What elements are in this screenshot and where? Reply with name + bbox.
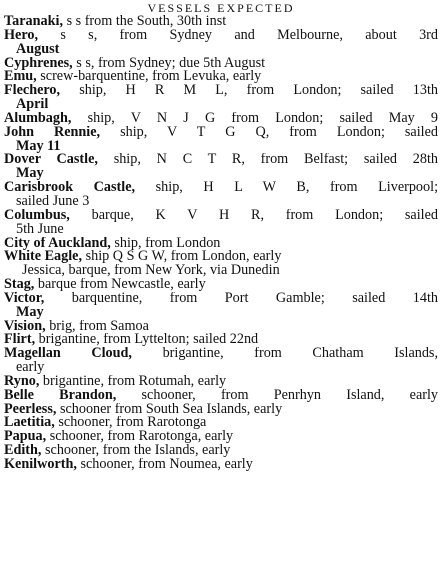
vessel-details: s s, from Sydney and Melbourne, about 3rd <box>38 28 438 43</box>
vessel-name: Flirt, <box>4 333 36 348</box>
vessel-details: ship, H R M L, from London; sailed 13th <box>60 84 438 99</box>
vessel-name: Flechero, <box>4 84 61 99</box>
vessel-entry-line <box>4 292 438 306</box>
vessel-details: schooner from South Sea Islands, early <box>56 402 283 417</box>
vessel-entry-line <box>4 389 438 403</box>
vessel-entry-line <box>4 458 438 472</box>
vessel-details: schooner, from Noumea, early <box>76 458 253 472</box>
vessel-details: s s from the South, 30th inst <box>63 15 227 29</box>
vessel-name: Hero, <box>4 28 39 43</box>
vessel-entry-line <box>4 209 438 223</box>
vessel-details: May <box>16 305 44 320</box>
vessel-entry-line <box>4 306 438 320</box>
vessel-entry-line <box>4 112 438 126</box>
vessel-details: April <box>16 98 49 112</box>
vessel-name: Alumbagh, <box>4 111 72 126</box>
vessel-details: screw-barquentine, from Levuka, early <box>36 70 262 85</box>
vessel-entry-line <box>4 250 438 264</box>
vessel-entry-line <box>4 126 438 140</box>
vessel-details: 5th June <box>16 222 64 237</box>
vessel-name: John Rennie, <box>4 125 101 140</box>
vessel-details: Jessica, barque, from New York, via Dunedin <box>22 264 280 279</box>
vessel-name: Victor, <box>4 291 45 306</box>
vessel-entry-line <box>4 320 438 334</box>
vessel-entry-line <box>4 98 438 112</box>
vessel-entry-line <box>4 223 438 237</box>
vessel-details: May <box>16 167 44 182</box>
vessel-name: Edith, <box>4 444 42 458</box>
vessel-details: ship, V N J G from London; sailed May 9 <box>71 111 438 126</box>
vessel-details: brig, from Samoa <box>45 319 149 334</box>
vessel-name: Laetitia, <box>4 416 55 431</box>
vessel-entry-line <box>4 361 438 375</box>
vessel-details: barque from Newcastle, early <box>34 278 206 292</box>
vessel-entry-line <box>4 57 438 71</box>
vessel-entry-line <box>4 416 438 430</box>
vessel-entry-line <box>4 29 438 43</box>
vessel-details: barque, K V H R, from London; sailed <box>69 208 438 223</box>
vessel-details: s s, from Sydney; due 5th August <box>72 56 266 71</box>
vessel-entry-line <box>4 140 438 154</box>
vessel-name: City of Auckland, <box>4 236 111 251</box>
vessel-name: Vision, <box>4 319 46 334</box>
vessel-name: White Eagle, <box>4 250 83 265</box>
vessel-list <box>4 15 438 472</box>
vessel-name: Kenilworth, <box>4 458 77 472</box>
vessel-details: ship, N C T R, from Belfast; sailed 28th <box>97 153 438 168</box>
vessel-details: brigantine, from Rotumah, early <box>39 374 227 389</box>
vessel-name: Stag, <box>4 278 35 292</box>
vessel-name: Magellan Cloud, <box>4 347 132 362</box>
vessel-name: Ryno, <box>4 374 40 389</box>
vessel-entry-line <box>4 444 438 458</box>
vessel-details: ship, V T G Q, from London; sailed <box>100 125 438 140</box>
section-heading: VESSELS EXPECTED <box>147 1 295 15</box>
vessel-entry-line <box>4 264 438 278</box>
vessel-name: Papua, <box>4 430 47 445</box>
vessel-details: sailed June 3 <box>16 194 90 209</box>
vessel-name: Cyphrenes, <box>4 56 73 71</box>
vessel-entry-line <box>4 195 438 209</box>
vessel-entry-line <box>4 333 438 347</box>
vessel-entry-line <box>4 347 438 361</box>
vessel-entry-line <box>4 375 438 389</box>
vessel-details: ship, from London <box>110 236 221 251</box>
vessel-entry-line <box>4 167 438 181</box>
vessel-entry-line <box>4 237 438 251</box>
vessel-entry-line <box>4 15 438 29</box>
vessel-details: schooner, from the Islands, early <box>41 444 231 458</box>
vessel-entry-line <box>4 43 438 57</box>
vessel-name: Belle Brandon, <box>4 388 117 403</box>
vessel-name: Dover Castle, <box>4 153 98 168</box>
vessel-name: Peerless, <box>4 402 57 417</box>
vessel-details: August <box>16 42 60 57</box>
vessel-entry-line <box>4 403 438 417</box>
vessel-name: Columbus, <box>4 208 70 223</box>
vessel-details: schooner, from Rarotonga <box>54 416 207 431</box>
vessel-entry-line <box>4 181 438 195</box>
vessel-name: Carisbrook Castle, <box>4 181 136 195</box>
vessel-name: Emu, <box>4 70 37 85</box>
vessel-details: early <box>16 361 45 375</box>
vessel-entry-line <box>4 70 438 84</box>
vessel-name: Taranaki, <box>4 15 64 29</box>
vessel-entry-line <box>4 278 438 292</box>
vessel-details: schooner, from Penrhyn Island, early <box>116 388 438 403</box>
vessel-details: brigantine, from Lyttelton; sailed 22nd <box>35 333 259 348</box>
vessel-details: brigantine, from Chatham Islands, <box>131 347 438 362</box>
vessel-entry-line <box>4 430 438 444</box>
vessel-details: ship, H L W B, from Liverpool; <box>135 181 438 195</box>
vessel-entry-line <box>4 84 438 98</box>
vessel-entry-line <box>4 153 438 167</box>
vessel-details: ship Q S G W, from London, early <box>82 250 282 265</box>
vessel-details: May 11 <box>16 139 61 154</box>
vessel-details: schooner, from Rarotonga, early <box>46 430 234 445</box>
vessel-details: barquentine, from Port Gamble; sailed 14th <box>44 291 438 306</box>
